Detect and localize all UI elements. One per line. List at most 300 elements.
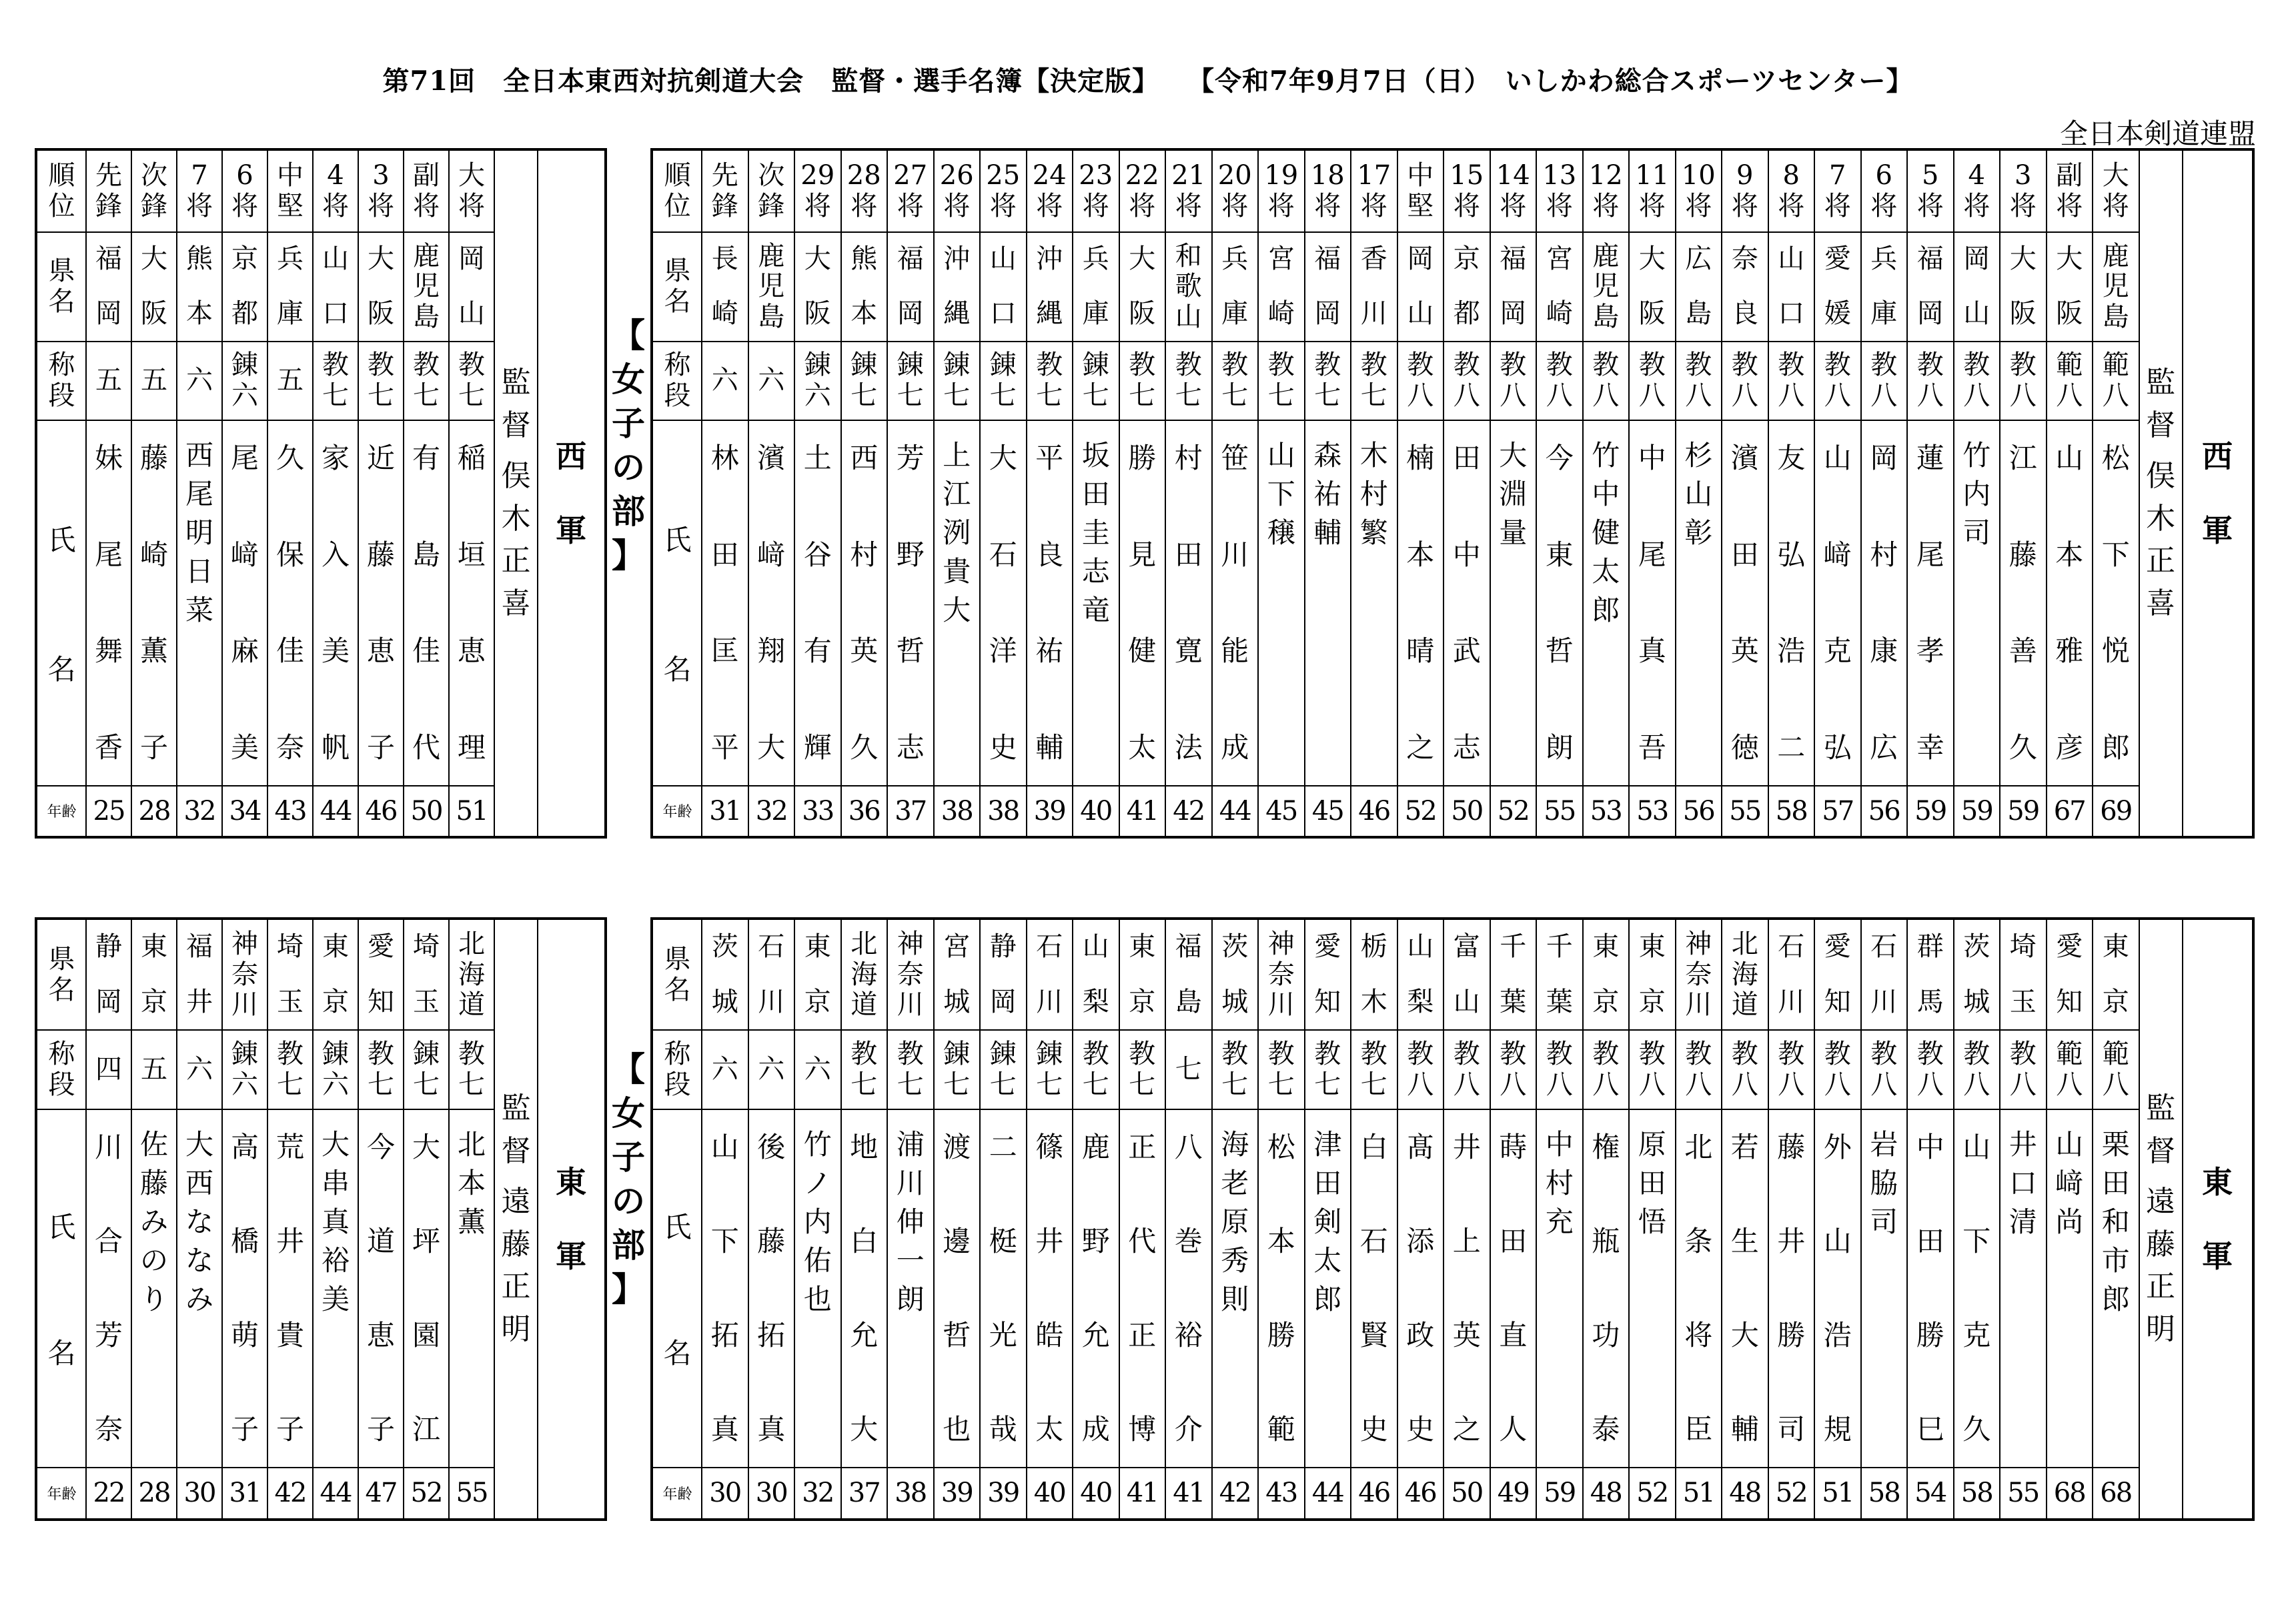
age-cell: 56 (1682, 795, 1714, 827)
age-cell: 38 (941, 795, 973, 827)
char: 山 (1407, 298, 1434, 330)
char: 教 (1082, 1038, 1109, 1069)
position-cell (980, 151, 1027, 232)
char: 健 (1128, 634, 1157, 668)
char: 有 (803, 634, 832, 668)
char: 県 (664, 943, 691, 975)
player-name-cell (1768, 1109, 1815, 1468)
age-cell: 30 (183, 1478, 215, 1508)
char: 洋 (989, 634, 1017, 668)
char: 七 (1036, 380, 1063, 411)
char: 京 (1638, 986, 1666, 1017)
char: 代 (412, 731, 440, 764)
char: 教 (368, 1038, 394, 1069)
char: 鋒 (711, 191, 738, 221)
char: 将 (368, 191, 394, 221)
char: 教 (1546, 1038, 1573, 1069)
char: 平 (1035, 442, 1064, 474)
grade-cell (131, 1030, 177, 1109)
grade-cell (1351, 342, 1397, 420)
char: 良 (1731, 298, 1758, 330)
player-name-cell (358, 420, 404, 786)
char: 田 (1081, 477, 1110, 510)
char: 八 (1778, 1069, 1805, 1100)
char: 芳 (94, 1319, 123, 1352)
player-name-cell (131, 1109, 177, 1468)
char: 3 (2015, 160, 2032, 191)
prefecture-cell (934, 232, 981, 342)
char: 先 (711, 160, 738, 191)
char: 大 (458, 160, 485, 191)
prefecture-cell (1305, 232, 1351, 342)
char: 五 (141, 365, 167, 396)
char: 岡 (1314, 298, 1341, 330)
char: 20 (1217, 160, 1252, 191)
char: 21 (1171, 160, 1206, 191)
char: 岡 (458, 243, 485, 275)
char: 条 (1684, 1225, 1713, 1258)
char: 橋 (230, 1225, 259, 1258)
char: 大 (368, 243, 394, 275)
char: 城 (1221, 986, 1249, 1017)
char: 14 (1496, 160, 1530, 191)
player-name-cell (2000, 420, 2047, 786)
char: 将 (1684, 1319, 1713, 1352)
grade-cell (177, 342, 222, 420)
prefecture-cell (1768, 920, 1815, 1030)
char: 部 (612, 1225, 645, 1265)
char: 庫 (1221, 298, 1249, 330)
char: 七 (1175, 380, 1202, 411)
coach-column (2139, 151, 2183, 836)
char: 藤 (501, 1227, 531, 1261)
char: 太 (1128, 731, 1157, 764)
char: 八 (1174, 1131, 1203, 1163)
char: 八 (2102, 380, 2129, 411)
char: み (139, 1205, 168, 1238)
grade-cell (841, 1030, 888, 1109)
player-name-cell (1954, 420, 2000, 786)
age-cell: 58 (1868, 1478, 1900, 1508)
age-cell: 36 (848, 795, 880, 827)
age-cell: 49 (1497, 1478, 1529, 1508)
char: 勝 (1267, 1319, 1295, 1352)
organization-name: 全日本剣道連盟 (2059, 117, 2256, 150)
char: 勝 (1777, 1319, 1806, 1352)
char: 督 (2146, 408, 2175, 442)
char: 八 (1638, 380, 1666, 411)
prefecture-cell (86, 232, 131, 342)
char: 村 (1870, 538, 1898, 571)
player-name-cell (358, 1109, 404, 1468)
char: 今 (366, 1131, 395, 1163)
char: 七 (1175, 1053, 1202, 1085)
age-cell: 46 (1358, 795, 1390, 827)
age-cell: 25 (93, 795, 125, 827)
char: 崎 (1267, 298, 1295, 330)
grade-cell (1212, 342, 1259, 420)
player-name-cell (1722, 1109, 1768, 1468)
char: 下 (2101, 538, 2130, 571)
char: 中 (1638, 442, 1666, 474)
army-label (2183, 151, 2253, 836)
age-cell: 57 (1822, 795, 1854, 827)
char: 松 (2101, 442, 2130, 474)
position-cell (841, 151, 888, 232)
char: 本 (1267, 1225, 1295, 1258)
grade-cell (1490, 1030, 1537, 1109)
char: 正 (1128, 1319, 1157, 1352)
grade-cell (2047, 342, 2093, 420)
char: 西 (556, 438, 586, 475)
grade-label (653, 1030, 702, 1109)
char: 上 (943, 439, 971, 472)
char: 兵 (277, 243, 304, 275)
position-cell (1583, 151, 1630, 232)
prefecture-cell (1258, 920, 1305, 1030)
char: 7 (1829, 160, 1846, 191)
player-name-cell (794, 420, 841, 786)
char: 城 (1963, 986, 1990, 1017)
char: 教 (1916, 350, 1944, 381)
prefecture-cell (794, 920, 841, 1030)
age-cell: 31 (709, 795, 741, 827)
char: 山 (1267, 439, 1295, 472)
char: 井 (275, 1225, 304, 1258)
char: 六 (758, 365, 785, 396)
position-cell (1954, 151, 2000, 232)
char: 薫 (139, 634, 168, 668)
char: 人 (1499, 1413, 1528, 1446)
char: 八 (1731, 380, 1758, 411)
char: 奈 (1267, 959, 1295, 990)
char: 七 (1314, 1069, 1341, 1100)
age-cell: 46 (1404, 1478, 1436, 1508)
age-cell: 51 (1822, 1478, 1854, 1508)
char: 称 (664, 350, 691, 381)
char: 錬 (1082, 350, 1109, 381)
char: 長 (711, 243, 738, 275)
char: 二 (989, 1131, 1017, 1163)
char: 美 (321, 1282, 350, 1315)
age-cell: 55 (1544, 795, 1576, 827)
age-label: 年齢 (662, 804, 692, 821)
grade-cell (702, 1030, 748, 1109)
prefecture-cell (841, 920, 888, 1030)
char: 則 (1221, 1282, 1249, 1315)
char: 大 (185, 1128, 213, 1161)
char: 阪 (804, 298, 831, 330)
position-cell (2093, 151, 2139, 232)
char: 喜 (501, 586, 531, 621)
grade-cell (1536, 1030, 1583, 1109)
char: 田 (1638, 1166, 1666, 1199)
char: 六 (711, 1053, 738, 1085)
prefecture-cell (404, 232, 449, 342)
char: 茨 (1963, 931, 1990, 963)
char: 子 (275, 1413, 304, 1446)
prefecture-cell (1444, 232, 1490, 342)
player-name-cell (86, 1109, 131, 1468)
char: 富 (1453, 931, 1480, 963)
age-cell: 40 (1080, 795, 1112, 827)
position-cell (2000, 151, 2047, 232)
char: 七 (1221, 1069, 1249, 1100)
char: 平 (710, 731, 739, 764)
char: 29 (800, 160, 835, 191)
char: 五 (141, 1053, 167, 1085)
char: 石 (989, 538, 1017, 571)
prefecture-cell (1907, 920, 1954, 1030)
char: 帆 (321, 731, 350, 764)
grade-cell (1397, 342, 1444, 420)
player-name-cell (1629, 1109, 1676, 1468)
char: 教 (458, 1038, 485, 1069)
char: 川 (94, 1131, 123, 1163)
char: 【 (612, 316, 645, 355)
char: 愛 (2056, 931, 2083, 963)
char: 福 (1500, 243, 1527, 275)
grade-cell (887, 342, 934, 420)
position-cell (887, 151, 934, 232)
player-name-cell (1027, 420, 1073, 786)
grade-cell (1490, 342, 1537, 420)
char: 蒔 (1499, 1131, 1528, 1163)
char: 七 (322, 380, 349, 411)
char: 範 (1267, 1413, 1295, 1446)
char: 23 (1079, 160, 1113, 191)
char: 大 (989, 442, 1017, 474)
char: 八 (1916, 380, 1944, 411)
char: 能 (1221, 634, 1249, 668)
char: 川 (1870, 986, 1898, 1017)
char: 六 (322, 1069, 349, 1100)
char: 将 (186, 191, 213, 221)
player-name-cell (313, 1109, 358, 1468)
char: 熊 (850, 243, 878, 275)
char: 教 (1916, 1038, 1944, 1069)
char: 七 (1360, 1069, 1387, 1100)
char: 七 (850, 380, 878, 411)
char: 喜 (2146, 586, 2175, 621)
char: 代 (1128, 1225, 1157, 1258)
char: 歌 (1175, 271, 1202, 302)
char: 県 (48, 255, 75, 287)
char: 笹 (1221, 442, 1249, 474)
char: 添 (1406, 1225, 1435, 1258)
char: 名 (48, 286, 75, 317)
char: 山 (1175, 301, 1202, 332)
char: り (139, 1282, 168, 1315)
char: 愛 (1824, 931, 1851, 963)
char: 教 (1129, 1038, 1156, 1069)
char: 将 (2056, 191, 2083, 221)
char: 岩 (1870, 1128, 1898, 1161)
char: 中 (1592, 477, 1620, 510)
char: 裕 (321, 1243, 350, 1277)
char: の (612, 1181, 645, 1221)
age-cell: 42 (1219, 1478, 1251, 1508)
char: 教 (1824, 350, 1851, 381)
char: 野 (896, 538, 925, 571)
prefecture-cell (1536, 232, 1583, 342)
char: 山 (1823, 442, 1852, 474)
char: 太 (1035, 1413, 1064, 1446)
char: 神 (231, 929, 258, 960)
age-cell: 51 (456, 795, 488, 827)
player-name-cell (1583, 420, 1630, 786)
char: 八 (1500, 1069, 1527, 1100)
char: 教 (1870, 350, 1898, 381)
char: 次 (758, 160, 785, 191)
char: 勝 (1916, 1319, 1944, 1352)
coach-column (494, 920, 538, 1518)
char: 香 (94, 731, 123, 764)
name-label (653, 1109, 702, 1468)
char: 皓 (1035, 1319, 1064, 1352)
char: 京 (1129, 986, 1156, 1017)
char: 将 (1129, 191, 1156, 221)
char: 将 (897, 191, 924, 221)
char: 京 (231, 243, 258, 275)
position-cell (267, 151, 313, 232)
char: 七 (1129, 1069, 1156, 1100)
grade-label (653, 342, 702, 420)
position-cell (934, 151, 981, 232)
char: 城 (943, 986, 971, 1017)
age-cell: 48 (1590, 1478, 1622, 1508)
char: 竹 (1592, 439, 1620, 472)
prefecture-cell (1351, 920, 1397, 1030)
char: 﨑 (1823, 538, 1852, 571)
char: 9 (1736, 160, 1754, 191)
prefecture-cell (1073, 920, 1119, 1030)
char: 八 (1685, 1069, 1712, 1100)
player-name-cell (1722, 420, 1768, 786)
grade-cell (1676, 1030, 1722, 1109)
char: 杉 (1684, 439, 1713, 472)
player-name-cell (1073, 1109, 1119, 1468)
char: 教 (1453, 1038, 1480, 1069)
char: 将 (1685, 191, 1712, 221)
grade-cell (1397, 1030, 1444, 1109)
char: 恵 (457, 634, 486, 668)
player-name-cell (1397, 1109, 1444, 1468)
char: 教 (1546, 350, 1573, 381)
char: 津 (1313, 1128, 1342, 1161)
char: 井 (1777, 1225, 1806, 1258)
char: 坂 (1081, 439, 1110, 472)
prefecture-cell (748, 232, 795, 342)
char: 佳 (412, 634, 440, 668)
char: 将 (1638, 191, 1666, 221)
char: 川 (1221, 538, 1249, 571)
char: 島 (1175, 986, 1202, 1017)
grade-cell (794, 1030, 841, 1109)
char: 川 (758, 986, 785, 1017)
age-cell: 54 (1914, 1478, 1946, 1508)
char: 福 (1175, 931, 1202, 963)
prefecture-cell (1954, 920, 2000, 1030)
char: 八 (1638, 1069, 1666, 1100)
char: 之 (1406, 731, 1435, 764)
char: 吾 (1638, 731, 1666, 764)
position-cell (1212, 151, 1259, 232)
char: 正 (2146, 1269, 2175, 1304)
char: 﨑 (230, 538, 259, 571)
char: 教 (1500, 350, 1527, 381)
char: 将 (850, 191, 878, 221)
char: 教 (1267, 1038, 1295, 1069)
position-cell (1861, 151, 1908, 232)
char: 恵 (366, 634, 395, 668)
char: 範 (2056, 1038, 2083, 1069)
player-name-cell (1444, 420, 1490, 786)
char: 山 (1684, 477, 1713, 510)
char: 監 (501, 1091, 531, 1126)
char: 八 (2009, 380, 2037, 411)
char: 】 (612, 1269, 645, 1309)
age-cell: 38 (987, 795, 1019, 827)
age-cell: 31 (229, 1478, 261, 1508)
age-cell: 39 (941, 1478, 973, 1508)
char: 東 (141, 931, 167, 963)
char: 七 (1082, 1069, 1109, 1100)
char: 教 (1592, 1038, 1620, 1069)
player-name-cell (1536, 420, 1583, 786)
char: 彰 (1684, 516, 1713, 549)
char: 鹿 (758, 240, 785, 272)
char: 将 (1314, 191, 1341, 221)
age-cell: 47 (365, 1478, 397, 1508)
char: 教 (413, 350, 440, 381)
char: 直 (1499, 1319, 1528, 1352)
age-cell: 41 (1173, 1478, 1205, 1508)
char: 江 (943, 477, 971, 510)
grade-cell (404, 1030, 449, 1109)
age-cell: 40 (1033, 1478, 1065, 1508)
army-label (2183, 920, 2253, 1518)
char: 輔 (1035, 731, 1064, 764)
char: 克 (1962, 1319, 1991, 1352)
player-name-cell (1490, 1109, 1537, 1468)
char: 英 (1730, 634, 1759, 668)
player-name-cell (1212, 420, 1259, 786)
age-cell: 41 (1126, 1478, 1158, 1508)
player-name-cell (1907, 1109, 1954, 1468)
char: 錬 (989, 1038, 1017, 1069)
prefecture-cell (1954, 232, 2000, 342)
player-name-cell (177, 420, 222, 786)
player-name-cell (1583, 1109, 1630, 1468)
player-name-cell (1861, 420, 1908, 786)
char: 西 (850, 442, 879, 474)
grade-cell (748, 1030, 795, 1109)
char: 山 (458, 298, 485, 330)
char: 神 (897, 929, 924, 960)
char: 邊 (943, 1225, 971, 1258)
char: 錬 (231, 1038, 258, 1069)
char: 鹿 (1592, 240, 1620, 272)
char: 教 (1731, 350, 1758, 381)
char: 七 (1082, 380, 1109, 411)
age-cell: 68 (2100, 1478, 2132, 1508)
grade-cell (1954, 342, 2000, 420)
char: 石 (1036, 931, 1063, 963)
char: 哲 (943, 1319, 971, 1352)
player-name-cell (1814, 1109, 1861, 1468)
char: 宮 (943, 931, 971, 963)
